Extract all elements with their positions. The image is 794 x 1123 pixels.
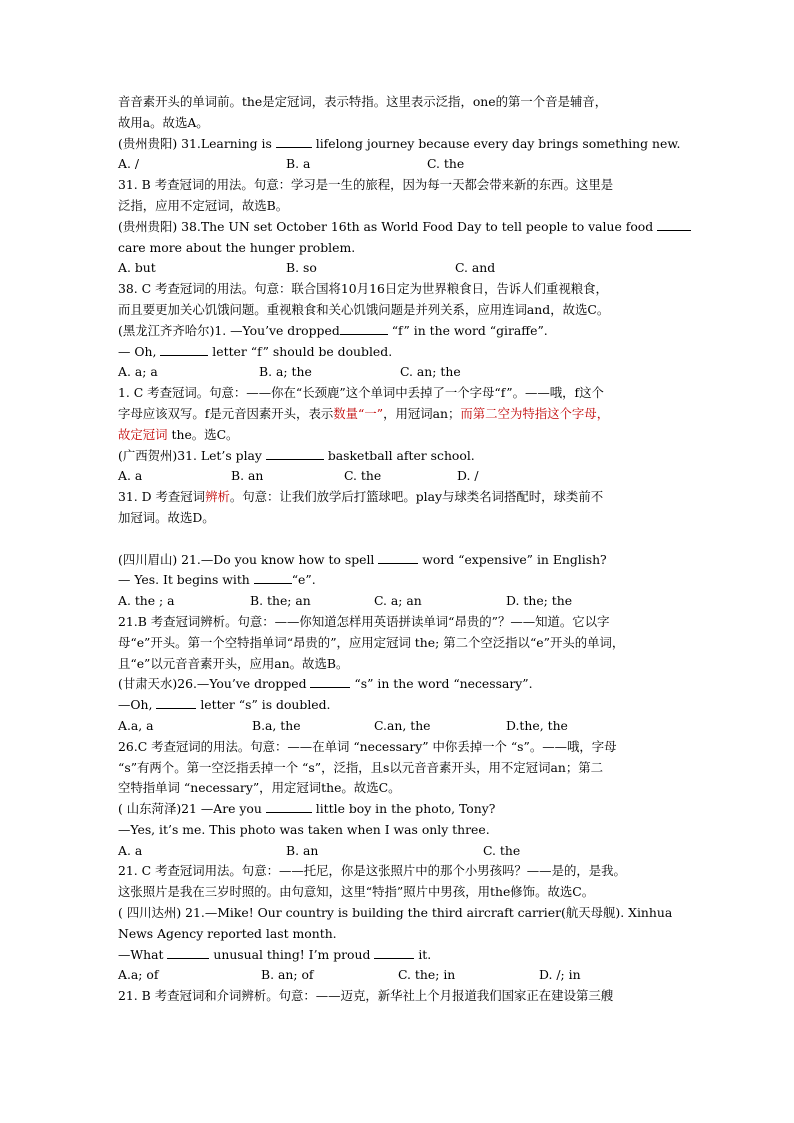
option-a: A.a; of [118,967,159,983]
options-row [118,716,678,737]
answer-explanation: 这张照片是我在三岁时照的。由句意知，这里“特指”照片中男孩，用the修饰。故选C。 [118,884,595,900]
answer-explanation: 空特指单词 “necessary”，用定冠词the。故选C。 [118,780,401,796]
answer-explanation [118,487,678,508]
stem-text: “e”. [291,572,316,588]
question-stem [118,321,678,342]
options-row [118,154,678,175]
stem-text: letter “f” should be doubled. [208,343,393,359]
answer-explanation: 母“e”开头。第一个空特指单词“昂贵的”，应用定冠词 the; 第二个空泛指以“e”开头的单词， [118,634,625,650]
option-b: B. an; of [261,967,314,983]
answer-explanation [118,404,678,425]
spacer [118,529,678,550]
option-c: C. the [483,842,521,858]
stem-text: — Oh, [118,343,161,359]
stem-text: —What [118,946,168,962]
stem-text: it. [414,946,432,962]
stem-text: unusual thing! I’m proud [209,946,375,962]
stem-text: word “expensive” in English? [418,551,607,567]
stem-text: lifelong journey because every day brings something new. [311,135,681,151]
highlighted-text: 数量“一” [333,405,384,421]
answer-explanation: 31. B 考查冠词的用法。句意：学习是一生的旅程，因为每一天都会带来新的东西。这里是 [118,177,614,193]
option-d: D. /; in [539,967,581,983]
answer-explanation: 21.B 考查冠词辨析。句意：——你知道怎样用英语拼读单词“昂贵的”？——知道。它以字 [118,613,610,629]
options-row [118,965,678,986]
option-d: D.the, the [506,717,568,733]
stem-text: (广西贺州)31. Let’s play [118,447,266,463]
question-stem [118,674,678,695]
answer-explanation: 21. C 考查冠词用法。句意：——托尼，你是这张照片中的那个小男孩吗？——是的，是我。 [118,863,626,879]
text-line: 故用a。故选A。 [118,114,209,130]
question-stem: care more about the hunger problem. [118,239,356,255]
question-stem [118,945,678,966]
answer-blank [310,675,350,688]
answer-blank [266,800,312,813]
highlighted-text: 辨析 [205,489,230,505]
answer-explanation: 且“e”以元音音素开头，应用an。故选B。 [118,655,349,671]
highlighted-text: 而第二空为特指这个字母， [460,405,610,421]
text-line: 音音素开头的单词前。the是定冠词，表示特指。这里表示泛指，one的第一个音是辅音， [118,94,608,109]
stem-text: —Oh, [118,697,157,713]
stem-text: “s” in the word “necessary”. [350,676,533,692]
answer-explanation: “s”有两个。第一空泛指丢掉一个 “s”，泛指，且s以元音音素开头，用不定冠词an；第二 [118,759,604,775]
question-stem: News Agency reported last month. [118,925,337,941]
option-c: C.an, the [374,717,431,733]
options-row [118,591,678,612]
option-b: B. the; an [250,593,311,609]
text-run: the。选C。 [167,426,239,442]
highlighted-text: 故定冠词 [118,426,168,442]
stem-text: (甘肃天水)26.—You’ve dropped [118,676,311,692]
options-row [118,258,678,279]
options-row [118,466,678,487]
answer-explanation: 21. B 考查冠词和介词辨析。句意：——迈克，新华社上个月报道我们国家正在建设第三艘 [118,988,614,1004]
answer-blank [266,447,324,460]
stem-text: letter “s” is doubled. [196,697,331,713]
answer-explanation: 1. C 考查冠词。句意：——你在“长颈鹿”这个单词中丢掉了一个字母“f”。——哦，f这个 [118,385,604,401]
option-c: C. the [427,156,465,172]
option-c: C. the [344,468,382,484]
answer-blank [167,946,209,959]
question-stem: ( 四川达州) 21.—Mike! Our country is building the third aircraft carrier(航天母舰). Xinhua [118,905,673,921]
stem-text: “f” in the word “giraffe”. [387,322,548,338]
stem-text: (四川眉山) 21.—Do you know how to spell [118,551,379,567]
answer-explanation: 加冠词。故选D。 [118,509,215,525]
question-stem [118,695,678,716]
option-a: A. / [118,156,139,172]
options-row [118,841,678,862]
question-stem [118,799,678,820]
option-b: B. an [286,842,319,858]
question-stem [118,217,678,238]
answer-blank [156,696,196,709]
stem-text: (黑龙江齐齐哈尔)1. —You’ve dropped [118,322,340,338]
answer-blank [657,218,691,231]
option-c: C. the; in [398,967,456,983]
option-a: A. a; a [118,364,158,380]
stem-text: (贵州贵阳) 31.Learning is [118,135,276,151]
options-row [118,362,678,383]
stem-text: (贵州贵阳) 38.The UN set October 16th as World Food Day to tell people to value food [118,218,658,234]
option-a: A. but [118,260,156,276]
question-stem [118,134,681,155]
question-stem [118,446,678,467]
answer-blank [254,571,292,584]
text-run: 。句意：让我们放学后打篮球吧。play与球类名词搭配时，球类前不 [229,489,604,505]
question-stem [118,570,678,591]
text-run: ，用冠词an； [383,405,461,421]
option-c: C. a; an [374,593,422,609]
stem-text: basketball after school. [323,447,475,463]
option-a: A.a, a [118,717,154,733]
option-b: B. a; the [259,364,312,380]
text-run: 字母应该双写。f是元音因素开头，表示 [118,405,334,421]
option-b: B. a [286,156,311,172]
answer-explanation: 泛指，应用不定冠词，故选B。 [118,197,289,213]
option-a: A. a [118,842,143,858]
answer-blank [378,551,418,564]
option-b: B.a, the [252,717,301,733]
document-page [118,92,681,1007]
text-run: 31. D 考查冠词 [118,489,206,505]
stem-text: little boy in the photo, Tony? [311,801,496,817]
answer-explanation: 26.C 考查冠词的用法。句意：——在单词 “necessary” 中你丢掉一个 “s”。——哦，字母 [118,738,617,754]
answer-blank [160,343,208,356]
option-a: A. a [118,468,143,484]
question-stem: —Yes, it’s me. This photo was taken when I was only three. [118,821,490,837]
option-c: C. and [455,260,496,276]
option-b: B. so [286,260,317,276]
answer-blank [340,322,388,335]
answer-explanation [118,425,678,446]
question-stem [118,550,678,571]
option-a: A. the ; a [118,593,175,609]
question-stem [118,342,678,363]
option-d: D. the; the [506,593,573,609]
option-c: C. an; the [400,364,461,380]
stem-text: — Yes. It begins with [118,572,254,588]
answer-blank [276,135,312,148]
answer-explanation: 而且要更加关心饥饿问题。重视粮食和关心饥饿问题是并列关系，应用连词and，故选C。 [118,301,610,317]
answer-blank [374,946,414,959]
option-b: B. an [231,468,264,484]
stem-text: ( 山东菏泽)21 —Are you [118,801,266,817]
answer-explanation: 38. C 考查冠词的用法。句意：联合国将10月16日定为世界粮食日，告诉人们重视粮食， [118,281,608,297]
option-d: D. / [457,468,479,484]
